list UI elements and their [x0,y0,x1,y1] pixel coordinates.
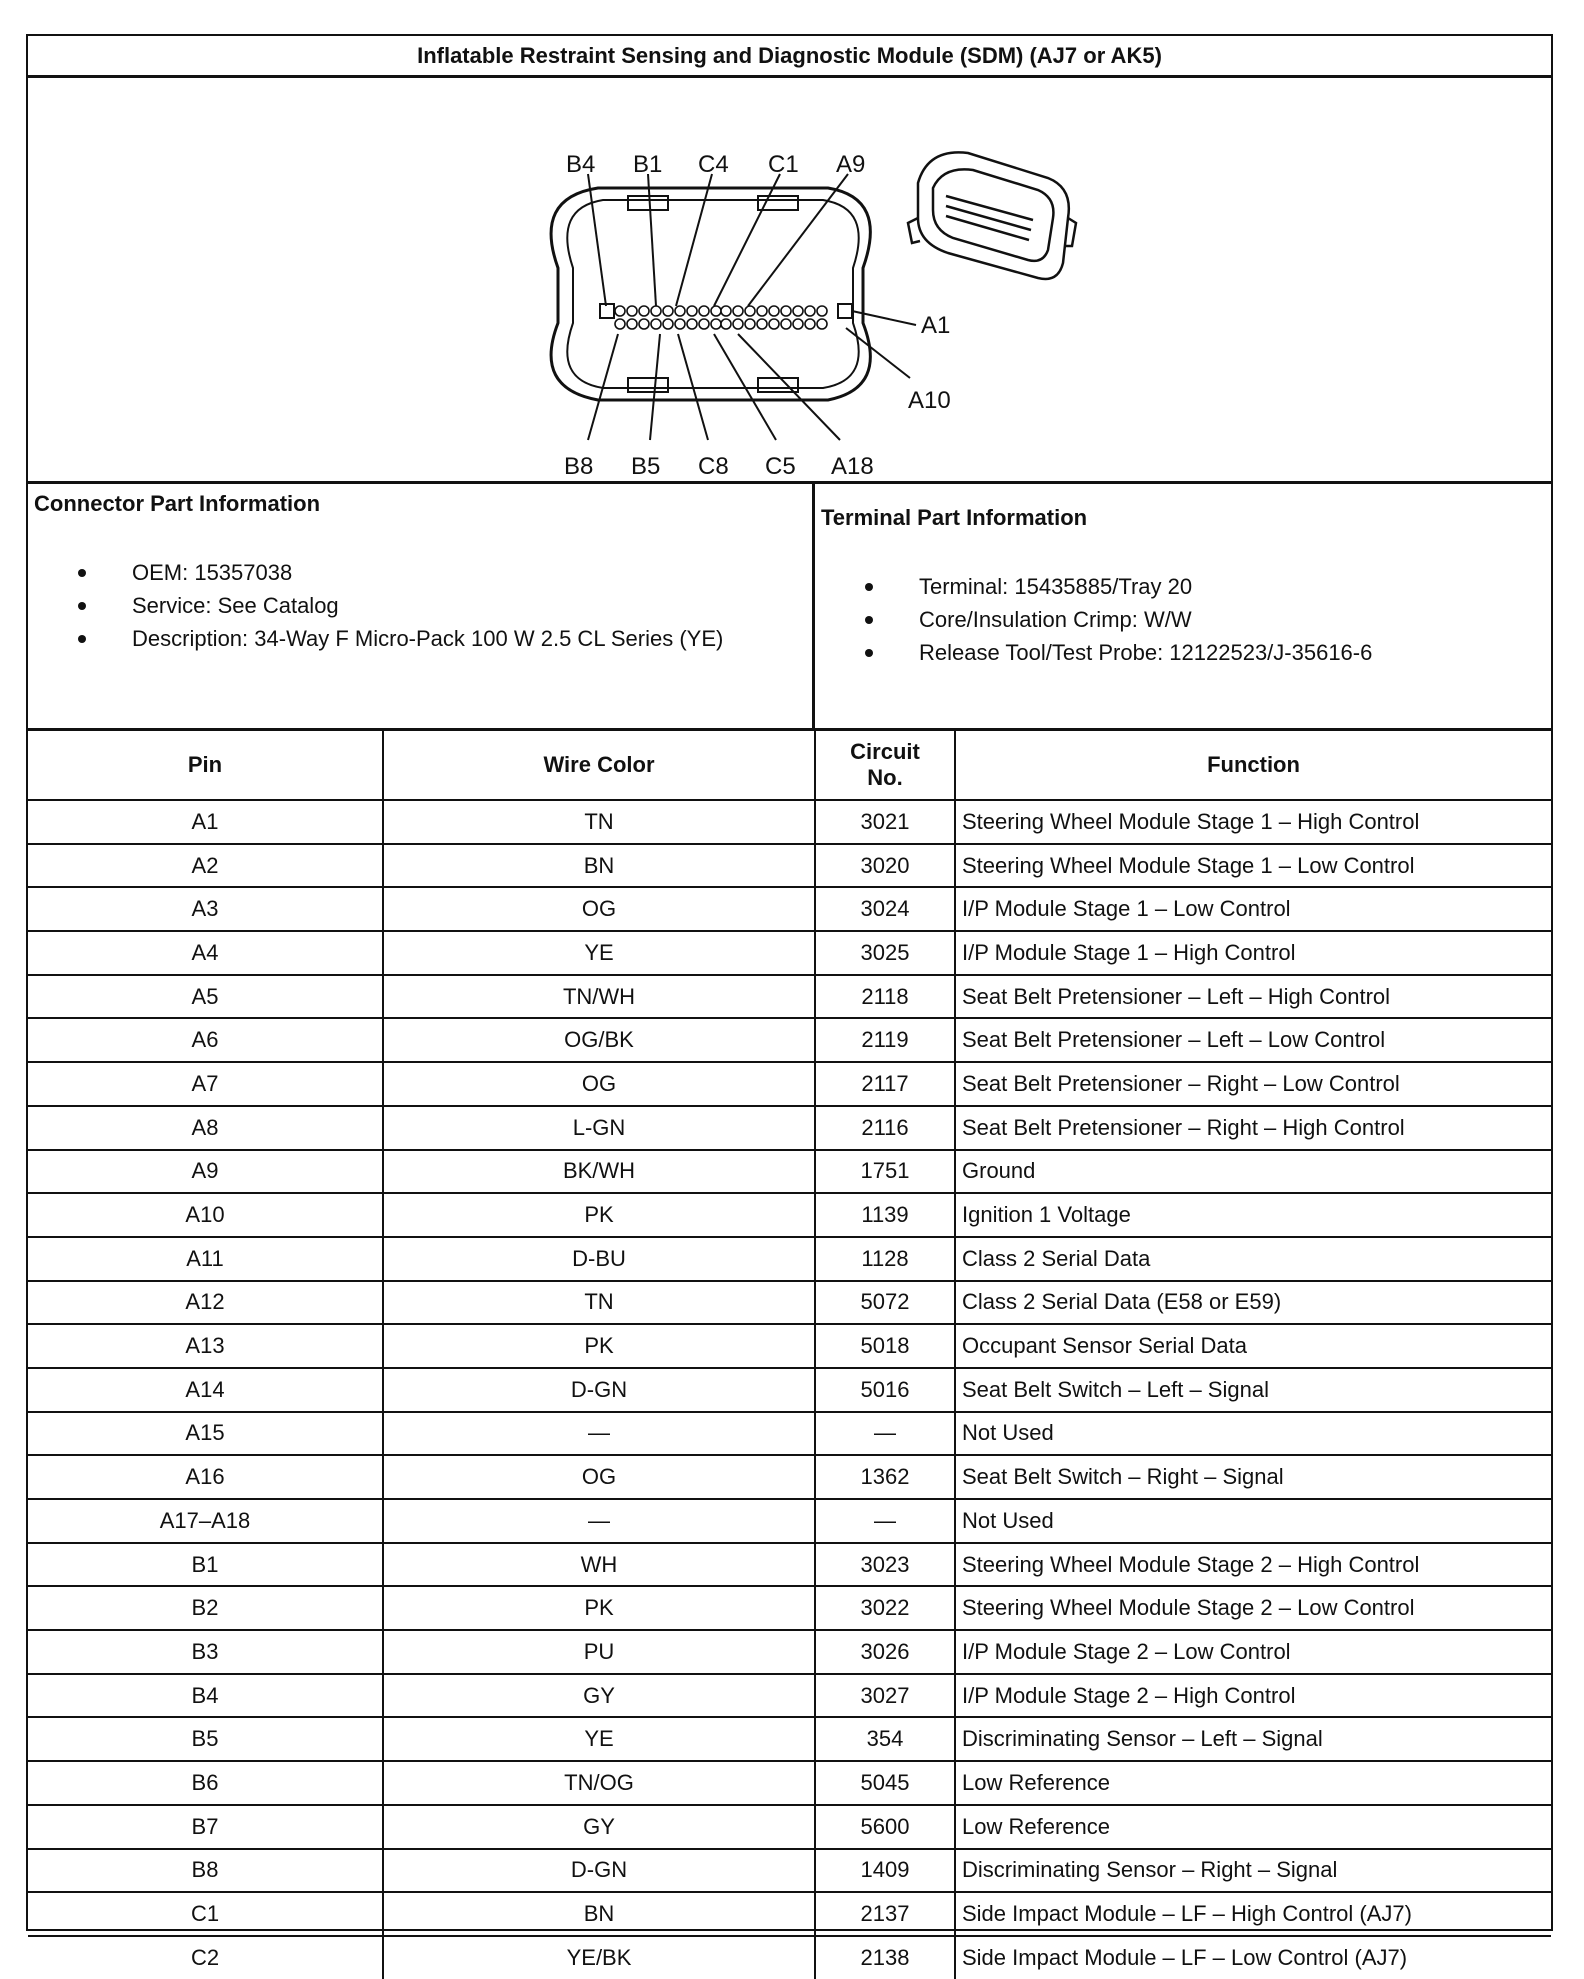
pin-cell: B5 [28,1717,383,1761]
function-cell: I/P Module Stage 1 – High Control [955,931,1551,975]
terminal-number: Terminal: 15435885/Tray 20 [919,574,1193,599]
pin-cell: A17–A18 [28,1499,383,1543]
function-cell: Not Used [955,1499,1551,1543]
pin-cell: B1 [28,1543,383,1587]
table-row [28,1761,1551,1805]
pin-hole [781,319,791,329]
circuit-cell: 5018 [815,1324,955,1368]
pin-hole [627,319,637,329]
connector-part-info [28,484,815,731]
function-cell: Not Used [955,1412,1551,1456]
pin-hole [639,306,649,316]
table-row [28,975,1551,1019]
wire-color-cell: PU [383,1630,815,1674]
pin-cell: C2 [28,1936,383,1979]
pin-cell: A13 [28,1324,383,1368]
pin-cell: B2 [28,1586,383,1630]
diagram-label-a9: A9 [836,151,866,178]
connector-outline [551,188,870,400]
pin-cell: A9 [28,1150,383,1194]
function-cell: Steering Wheel Module Stage 1 – Low Control [955,844,1551,888]
table-row [28,1717,1551,1761]
col-header-circuit [815,731,955,800]
table-row [28,844,1551,888]
table-header-row [28,731,1551,800]
circuit-cell: 5016 [815,1368,955,1412]
wire-color-cell: L-GN [383,1106,815,1150]
diagram-label-c1: C1 [768,151,799,178]
function-cell: Class 2 Serial Data (E58 or E59) [955,1281,1551,1325]
pin-slot [838,304,852,318]
bullet-icon [865,649,873,657]
pin-hole [733,319,743,329]
function-cell: Seat Belt Pretensioner – Left – Low Control [955,1018,1551,1062]
table-row [28,1674,1551,1718]
table-row [28,1106,1551,1150]
function-cell: Low Reference [955,1761,1551,1805]
pinout-table [28,731,1551,1979]
diagram-label-b5: B5 [631,453,661,480]
table-row [28,1368,1551,1412]
circuit-cell: 1139 [815,1193,955,1237]
function-cell: Seat Belt Pretensioner – Right – High Control [955,1106,1551,1150]
wire-color-cell: YE/BK [383,1936,815,1979]
table-row [28,1150,1551,1194]
pin-hole [711,306,721,316]
pin-cell: C1 [28,1892,383,1936]
wire-color-cell: TN [383,1281,815,1325]
circuit-cell: 1128 [815,1237,955,1281]
pin-hole [793,306,803,316]
circuit-cell: 2137 [815,1892,955,1936]
function-cell: Ignition 1 Voltage [955,1193,1551,1237]
list-item [78,624,778,653]
pin-hole [757,306,767,316]
diagram-label-a18: A18 [831,453,874,480]
circuit-cell: 5072 [815,1281,955,1325]
diagram-label-c5: C5 [765,453,796,480]
table-row [28,1586,1551,1630]
pin-hole [675,306,685,316]
connector-service: Service: See Catalog [132,593,339,618]
pin-holes [615,306,827,329]
table-row [28,1193,1551,1237]
wire-color-cell: PK [383,1193,815,1237]
function-cell: Ground [955,1150,1551,1194]
pin-hole [639,319,649,329]
terminal-crimp: Core/Insulation Crimp: W/W [919,607,1192,632]
circuit-cell: 3026 [815,1630,955,1674]
bullet-icon [865,583,873,591]
function-cell: Low Reference [955,1805,1551,1849]
terminal-info-heading: Terminal Part Information [821,505,1088,530]
circuit-header-line2: No. [867,765,903,790]
wire-color-cell: D-GN [383,1849,815,1893]
pin-hole [615,319,625,329]
circuit-cell: — [815,1499,955,1543]
pin-hole [663,319,673,329]
page-title: Inflatable Restraint Sensing and Diagnostic Module (SDM) (AJ7 or AK5) [28,36,1551,78]
pin-hole [805,306,815,316]
diagram-label-c8: C8 [698,453,729,480]
table-row [28,1237,1551,1281]
connector-oem: OEM: 15357038 [132,560,293,585]
pin-cell: A4 [28,931,383,975]
pin-hole [757,319,767,329]
diagram-label-b8: B8 [564,453,594,480]
wire-color-cell: BK/WH [383,1150,815,1194]
latch-tab [628,378,668,392]
function-cell: Class 2 Serial Data [955,1237,1551,1281]
wire-color-cell: D-BU [383,1237,815,1281]
circuit-cell: — [815,1412,955,1456]
table-row [28,1936,1551,1979]
circuit-cell: 2116 [815,1106,955,1150]
pin-cell: A1 [28,800,383,844]
pin-hole [675,319,685,329]
pin-cell: A3 [28,887,383,931]
wire-color-cell: YE [383,931,815,975]
function-cell: Seat Belt Switch – Left – Signal [955,1368,1551,1412]
connector-diagram [28,78,1551,484]
pin-cell: A15 [28,1412,383,1456]
bullet-icon [78,602,86,610]
circuit-cell: 2118 [815,975,955,1019]
function-cell: Discriminating Sensor – Right – Signal [955,1849,1551,1893]
pin-hole [663,306,673,316]
pin-hole [651,319,661,329]
circuit-cell: 3024 [815,887,955,931]
pin-hole [699,319,709,329]
col-header-wire-color: Wire Color [383,731,815,800]
pin-cell: B4 [28,1674,383,1718]
table-row [28,1499,1551,1543]
connector-face-svg [28,78,1551,481]
pin-cell: A2 [28,844,383,888]
terminal-part-info [815,484,1551,731]
pin-hole [687,319,697,329]
table-row [28,1543,1551,1587]
pin-cell: B6 [28,1761,383,1805]
pin-hole [769,306,779,316]
wire-color-cell: BN [383,844,815,888]
table-row [28,1630,1551,1674]
function-cell: Seat Belt Pretensioner – Right – Low Control [955,1062,1551,1106]
list-item [78,591,778,620]
pin-cell: A16 [28,1455,383,1499]
circuit-cell: 3023 [815,1543,955,1587]
wire-color-cell: TN [383,800,815,844]
pin-cell: A11 [28,1237,383,1281]
wire-color-cell: BN [383,1892,815,1936]
table-row [28,1018,1551,1062]
table-row [28,1849,1551,1893]
circuit-cell: 3021 [815,800,955,844]
table-row [28,1062,1551,1106]
pin-hole [711,319,721,329]
latch-tab [628,196,668,210]
pin-hole [793,319,803,329]
wire-color-cell: WH [383,1543,815,1587]
function-cell: Occupant Sensor Serial Data [955,1324,1551,1368]
function-cell: Steering Wheel Module Stage 1 – High Control [955,800,1551,844]
pin-hole [817,306,827,316]
diagram-label-a1: A1 [921,312,951,339]
connector-info-heading: Connector Part Information [34,491,321,516]
table-row [28,1324,1551,1368]
pin-hole [745,319,755,329]
pin-cell: A10 [28,1193,383,1237]
function-cell: Steering Wheel Module Stage 2 – High Control [955,1543,1551,1587]
pin-hole [721,306,731,316]
diagram-label-c4: C4 [698,151,729,178]
wire-color-cell: YE [383,1717,815,1761]
pin-hole [745,306,755,316]
pin-hole [615,306,625,316]
pin-cell: A7 [28,1062,383,1106]
circuit-header-line1: Circuit [850,739,920,764]
pin-hole [627,306,637,316]
pin-hole [805,319,815,329]
table-row [28,800,1551,844]
bullet-icon [865,616,873,624]
pin-hole [721,319,731,329]
wire-color-cell: TN/OG [383,1761,815,1805]
wire-color-cell: — [383,1412,815,1456]
pin-hole [781,306,791,316]
function-cell: I/P Module Stage 1 – Low Control [955,887,1551,931]
function-cell: Side Impact Module – LF – High Control (AJ7) [955,1892,1551,1936]
connector-3d-sketch [908,152,1076,279]
circuit-cell: 1409 [815,1849,955,1893]
wire-color-cell: — [383,1499,815,1543]
pin-hole [769,319,779,329]
pin-cell: A8 [28,1106,383,1150]
diagram-label-a10: A10 [908,387,951,414]
wire-color-cell: PK [383,1324,815,1368]
wire-color-cell: D-GN [383,1368,815,1412]
pinout-table-body [28,800,1551,1979]
wire-color-cell: GY [383,1805,815,1849]
terminal-info-list [865,572,1525,671]
document-sheet [26,34,1553,1970]
circuit-cell: 1362 [815,1455,955,1499]
connector-description: Description: 34-Way F Micro-Pack 100 W 2.5 CL Series (YE) [132,626,724,651]
function-cell: Side Impact Module – LF – Low Control (AJ7) [955,1936,1551,1979]
wire-color-cell: OG [383,1062,815,1106]
wire-color-cell: TN/WH [383,975,815,1019]
function-cell: Seat Belt Switch – Right – Signal [955,1455,1551,1499]
pin-hole [699,306,709,316]
wire-color-cell: OG/BK [383,1018,815,1062]
bullet-icon [78,569,86,577]
pin-cell: A14 [28,1368,383,1412]
wire-color-cell: GY [383,1674,815,1718]
table-row [28,887,1551,931]
connector-info-list [78,558,778,657]
table-row [28,1455,1551,1499]
pin-slot [600,304,614,318]
circuit-cell: 3025 [815,931,955,975]
pin-cell: B8 [28,1849,383,1893]
pin-hole [817,319,827,329]
circuit-cell: 354 [815,1717,955,1761]
table-row [28,1805,1551,1849]
function-cell: Seat Belt Pretensioner – Left – High Control [955,975,1551,1019]
circuit-cell: 3027 [815,1674,955,1718]
circuit-cell: 5600 [815,1805,955,1849]
list-item [865,605,1525,634]
circuit-cell: 3022 [815,1586,955,1630]
pin-hole [733,306,743,316]
circuit-cell: 3020 [815,844,955,888]
circuit-cell: 1751 [815,1150,955,1194]
list-item [78,558,778,587]
wire-color-cell: OG [383,1455,815,1499]
diagram-label-b1: B1 [633,151,663,178]
terminal-tool: Release Tool/Test Probe: 12122523/J-35616-6 [919,640,1373,665]
table-row [28,1412,1551,1456]
pin-cell: A5 [28,975,383,1019]
list-item [865,572,1525,601]
table-row [28,1892,1551,1936]
diagram-label-b4: B4 [566,151,596,178]
pin-hole [687,306,697,316]
circuit-cell: 2117 [815,1062,955,1106]
pin-cell: A12 [28,1281,383,1325]
circuit-cell: 2138 [815,1936,955,1979]
function-cell: I/P Module Stage 2 – Low Control [955,1630,1551,1674]
wire-color-cell: OG [383,887,815,931]
bullet-icon [78,635,86,643]
function-cell: Steering Wheel Module Stage 2 – Low Control [955,1586,1551,1630]
list-item [865,638,1525,667]
col-header-function: Function [955,731,1551,800]
function-cell: Discriminating Sensor – Left – Signal [955,1717,1551,1761]
pin-hole [651,306,661,316]
pin-cell: B3 [28,1630,383,1674]
function-cell: I/P Module Stage 2 – High Control [955,1674,1551,1718]
wire-color-cell: PK [383,1586,815,1630]
col-header-pin: Pin [28,731,383,800]
pin-cell: B7 [28,1805,383,1849]
pin-cell: A6 [28,1018,383,1062]
circuit-cell: 2119 [815,1018,955,1062]
table-row [28,931,1551,975]
circuit-cell: 5045 [815,1761,955,1805]
table-row [28,1281,1551,1325]
